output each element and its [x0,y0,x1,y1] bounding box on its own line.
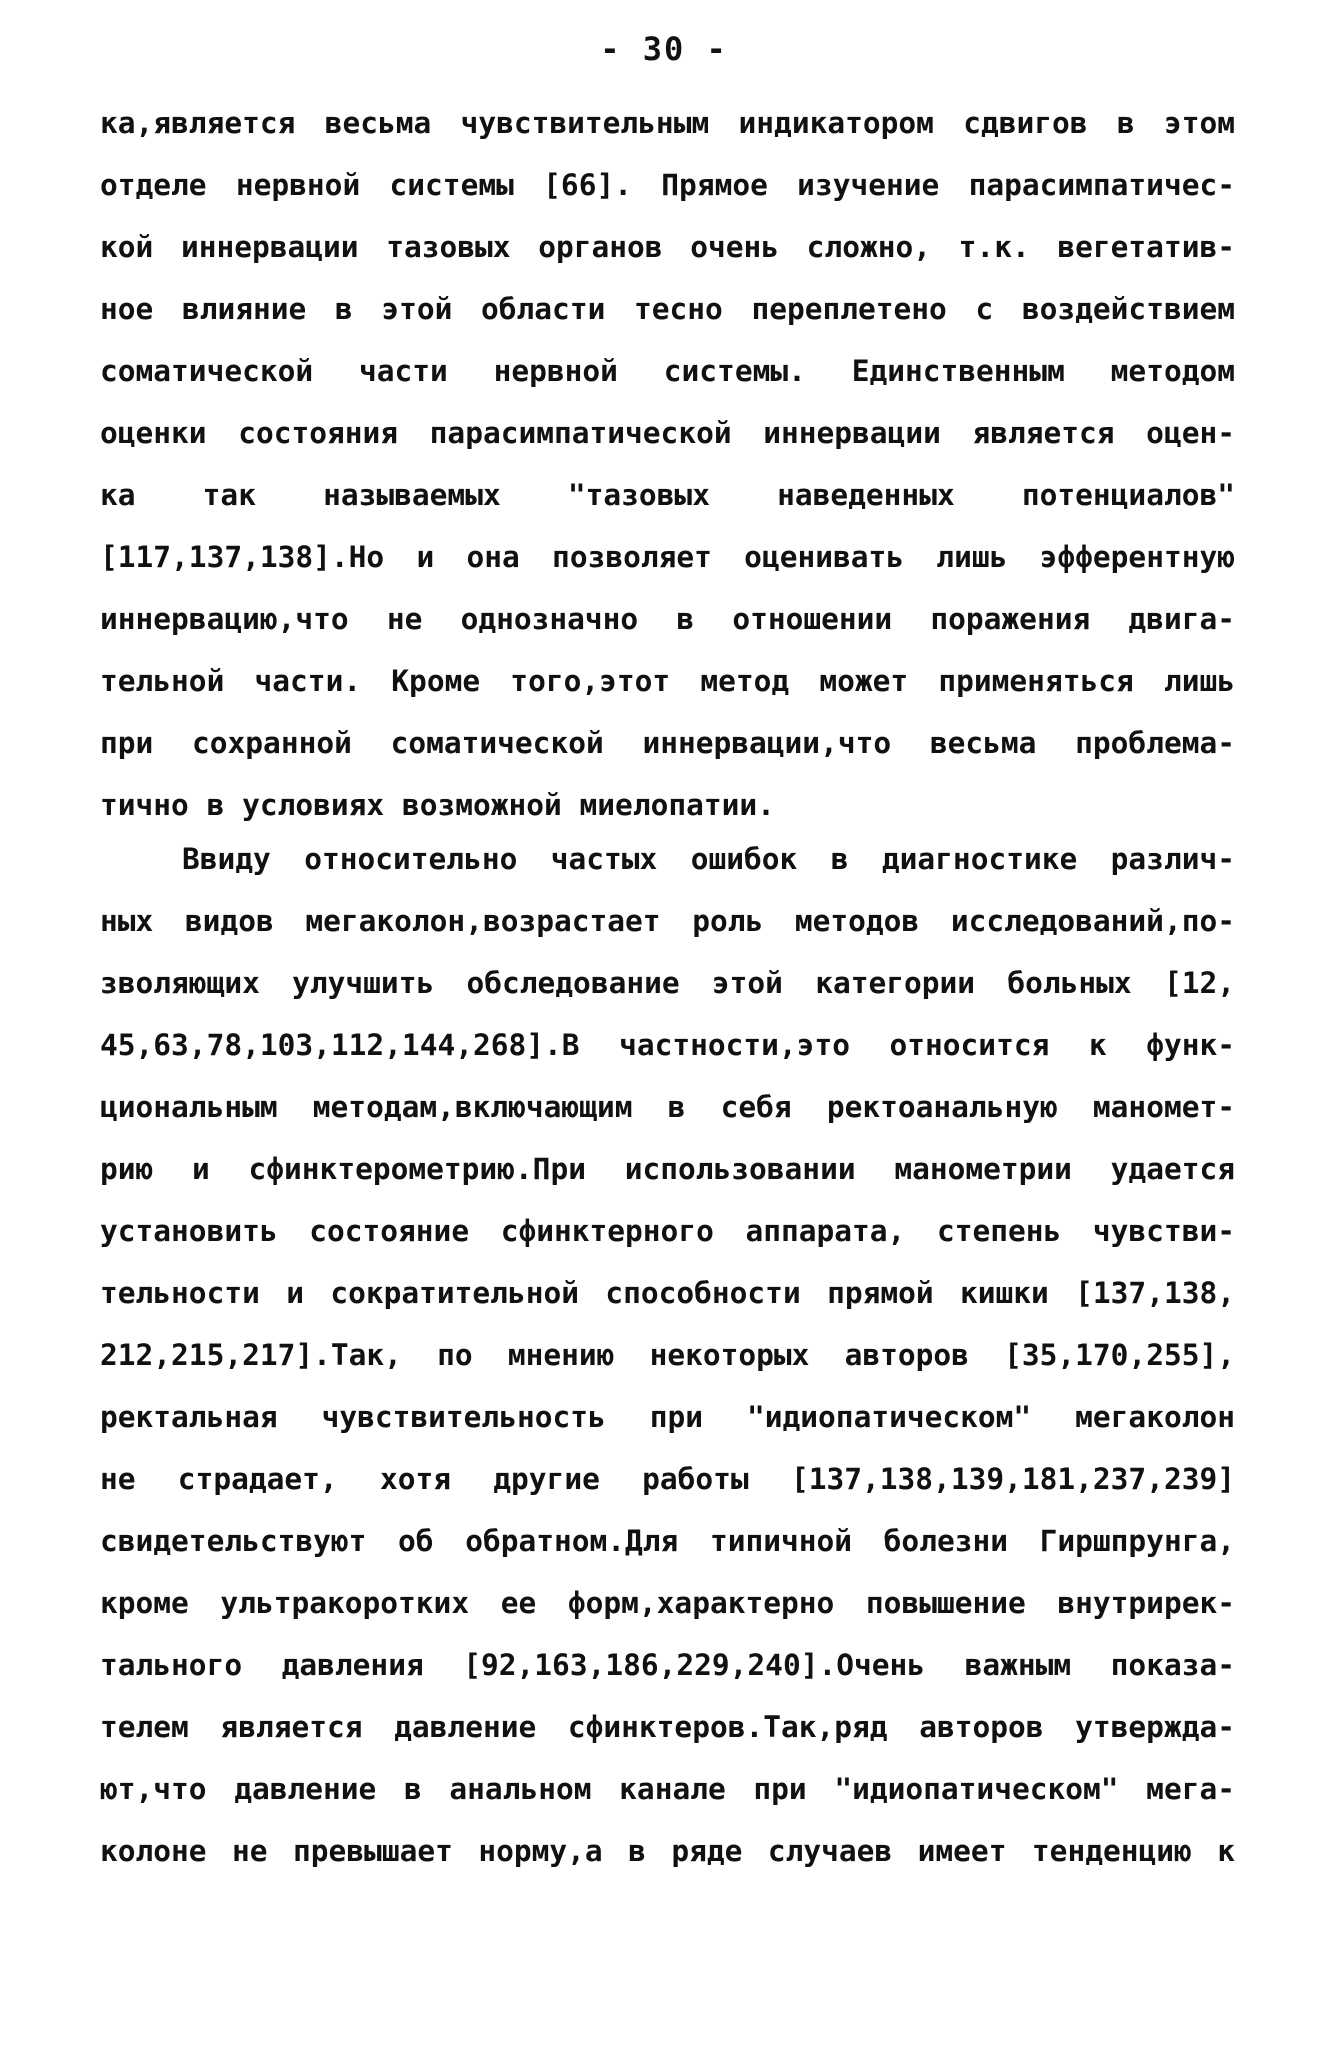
text-line: колоне не превышает норму,а в ряде случаев имеет тенденцию к [100,1834,1235,1868]
paragraph-1 [100,92,1235,836]
text-line: при сохранной соматической иннервации,что весьма проблема- [100,726,1235,760]
text-line: 45,63,78,103,112,144,268].В частности,это относится к функ- [100,1028,1235,1062]
text-line: ных видов мегаколон,возрастает роль методов исследований,по- [100,904,1235,938]
text-line: тично в условиях возможной миелопатии. [100,788,775,822]
text-line: отделе нервной системы [66]. Прямое изучение парасимпатичес- [100,168,1235,202]
text-line: иннервацию,что не однозначно в отношении поражения двига- [100,602,1235,636]
text-line: циональным методам,включающим в себя ректоанальную маномет- [100,1090,1235,1124]
text-line: свидетельствуют об обратном.Для типичной болезни Гиршпрунга, [100,1524,1235,1558]
text-line: соматической части нервной системы. Единственным методом [100,354,1235,388]
text-line: ка,является весьма чувствительным индикатором сдвигов в этом [100,106,1235,140]
text-line: тального давления [92,163,186,229,240].Очень важным показа- [100,1648,1235,1682]
text-line: ное влияние в этой области тесно переплетено с воздействием [100,292,1235,326]
text-line: Ввиду относительно частых ошибок в диагностике различ- [182,842,1235,876]
text-line: оценки состояния парасимпатической иннервации является оцен- [100,416,1235,450]
page-number: - 30 - [600,30,728,68]
text-line: ка так называемых "тазовых наведенных потенциалов" [100,478,1235,512]
text-line: зволяющих улучшить обследование этой категории больных [12, [100,966,1235,1000]
text-line: не страдает, хотя другие работы [137,138,139,181,237,239] [100,1462,1235,1496]
text-line: тельности и сократительной способности прямой кишки [137,138, [100,1276,1235,1310]
text-line: ют,что давление в анальном канале при "идиопатическом" мега- [100,1772,1235,1806]
text-line: рию и сфинктерометрию.При использовании манометрии удается [100,1152,1235,1186]
paragraph-2 [100,828,1235,1882]
text-line: тельной части. Кроме того,этот метод может применяться лишь [100,664,1235,698]
text-line: установить состояние сфинктерного аппарата, степень чувстви- [100,1214,1235,1248]
text-line: телем является давление сфинктеров.Так,ряд авторов утвержда- [100,1710,1235,1744]
text-line: ректальная чувствительность при "идиопатическом" мегаколон [100,1400,1235,1434]
text-line: кроме ультракоротких ее форм,характерно повышение внутрирек- [100,1586,1235,1620]
text-line: [117,137,138].Но и она позволяет оценивать лишь эфферентную [100,540,1235,574]
text-line: 212,215,217].Так, по мнению некоторых авторов [35,170,255], [100,1338,1235,1372]
text-line: кой иннервации тазовых органов очень сложно, т.к. вегетатив- [100,230,1235,264]
